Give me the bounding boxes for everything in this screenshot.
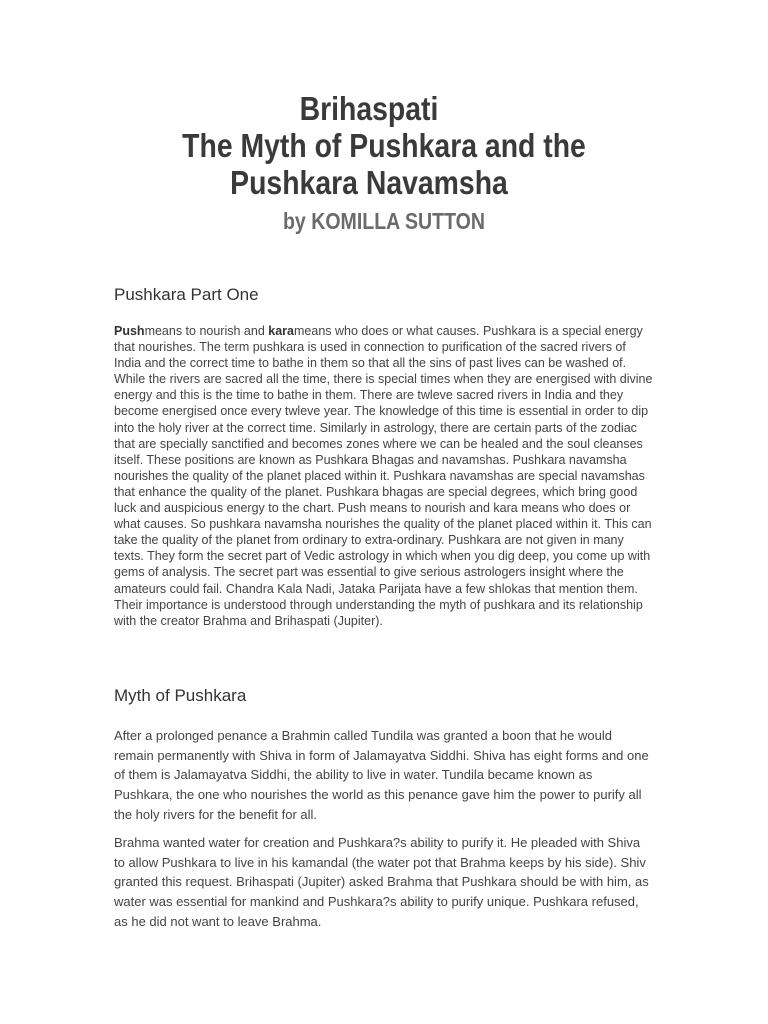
paragraph-line: itself. These positions are known as Pushkara Bhagas and navamshas. Pushkara navamsha: [114, 452, 627, 467]
bold-term: kara: [268, 324, 294, 338]
paragraph-line: to allow Pushkara to live in his kamandal (the water pot that Brahma keeps by his side). Shiv: [114, 854, 646, 870]
paragraph-line: [114, 323, 652, 339]
paragraph-line: granted this request. Brihaspati (Jupiter) asked Brahma that Pushkara should be with him, as: [114, 874, 649, 890]
paragraph-line: gems of analysis. The secret part was essential to give serious astrologers insight where the: [114, 565, 624, 580]
paragraph-line: Brahma wanted water for creation and Pushkara?s ability to purify it. He pleaded with Shiva: [114, 835, 641, 850]
paragraph-line: with the creator Brahma and Brihaspati (Jupiter).: [114, 613, 383, 628]
paragraph-line: While the rivers are sacred all the time, there is special times when they are energised with divine: [114, 372, 653, 387]
paragraph-line: that enhance the quality of the planet. Pushkara bhagas are special degrees, which bring good: [114, 484, 638, 499]
paragraph-line: After a prolonged penance a Brahmin called Tundila was granted a boon that he would: [114, 728, 612, 743]
paragraph-line: energy and this is the time to bathe in them. There are twleve sacred rivers in India and they: [114, 388, 624, 403]
title-line: The Myth of Pushkara and the: [182, 127, 586, 164]
paragraph-line: luck and auspicious energy to the chart. Push means to nourish and kara means who does or: [114, 501, 631, 516]
section-heading-part-one: Pushkara Part One: [114, 285, 259, 304]
paragraph: [114, 323, 652, 629]
paragraph-line: Pushkara, the one who nourishes the world as this penance gave him the power to purify all: [114, 787, 642, 803]
paragraph-line: India and the correct time to bathe in them so that all the sins of past lives can be washed of.: [114, 356, 627, 371]
paragraph-line: amateurs could fail. Chandra Kala Nadi, Jataka Parijata have a few shlokas that mention them.: [114, 581, 638, 596]
bold-term: Push: [114, 324, 145, 338]
paragraph-line: of them is Jalamayatva Siddhi, the ability to live in water. Tundila became known as: [114, 767, 593, 783]
text-run: means to nourish and: [144, 324, 269, 338]
paragraph: [114, 833, 649, 932]
paragraph-line: take the quality of the planet from ordinary to extra-ordinary. Pushkara are not given in many: [114, 533, 624, 548]
paragraph-line: become energised once every twleve year. The knowledge of this time is essential in order to dip: [114, 404, 649, 419]
section-heading-myth: Myth of Pushkara: [114, 686, 247, 705]
paragraph-line: that are specially sanctified and becomes zones where we can be healed and the soul cleanses: [114, 436, 643, 451]
title-line: Pushkara Navamsha: [230, 164, 508, 201]
paragraph-line: nourishes the quality of the planet placed within it. Pushkara navamshas are special navamshas: [114, 468, 645, 483]
paragraph-line: the holy rivers for the benefit for all.: [114, 806, 318, 822]
paragraph-line: that nourishes. The term pushkara is used in connection to purification of the sacred rivers of: [114, 340, 626, 355]
paragraph-line: as he did not want to leave Brahma.: [114, 913, 322, 929]
paragraph: [114, 726, 649, 825]
paragraph-line: Their importance is understood through understanding the myth of pushkara and its relationship: [114, 597, 643, 612]
paragraph-line: water was essential for mankind and Pushkara?s ability to purify unique. Pushkara refused,: [114, 894, 639, 910]
text-run: means who does or what causes. Pushkara is a special energy: [294, 324, 643, 338]
paragraph-line: remain permanently with Shiva in form of Jalamayatva Siddhi. Shiva has eight forms and one: [114, 747, 649, 763]
paragraph-line: what causes. So pushkara navamsha nourishes the quality of the planet placed within it. This can: [114, 517, 652, 532]
author-byline: by KOMILLA SUTTON: [282, 208, 486, 234]
paragraph-line: into the holy river at the correct time. Similarly in astrology, there are certain parts of the zodiac: [114, 420, 637, 435]
paragraph-line: texts. They form the secret part of Vedic astrology in which when you dig deep, you come up with: [114, 549, 651, 564]
document-title: [0, 90, 768, 201]
title-line: Brihaspati: [299, 90, 439, 127]
